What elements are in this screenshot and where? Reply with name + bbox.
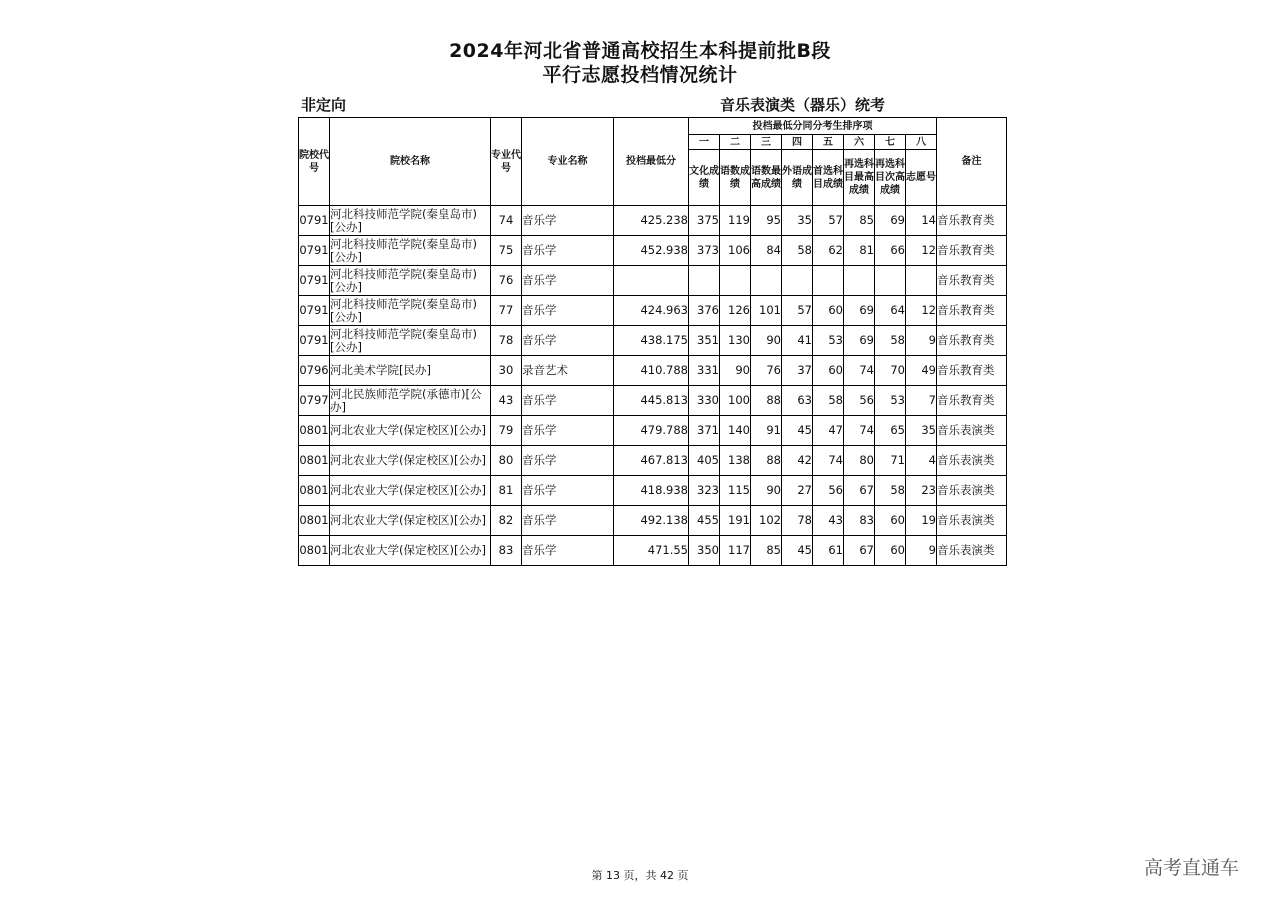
cell-rank-1: 455 [689,506,720,536]
cell-min-score: 425.238 [614,206,689,236]
cell-rank-5: 60 [813,356,844,386]
header-rank-numeral: 七 [875,135,906,150]
watermark: 高考直通车 [1144,857,1240,879]
cell-major-name: 音乐学 [522,206,614,236]
cell-rank-7: 71 [875,446,906,476]
cell-min-score: 452.938 [614,236,689,266]
cell-major-name: 音乐学 [522,386,614,416]
table-row [299,266,1007,296]
cell-major-name: 音乐学 [522,236,614,266]
cell-rank-4: 78 [782,506,813,536]
cell-remark: 音乐教育类 [937,236,1007,266]
table-row [299,476,1007,506]
cell-remark: 音乐表演类 [937,476,1007,506]
cell-remark: 音乐表演类 [937,416,1007,446]
cell-rank-3: 90 [751,326,782,356]
table-row [299,326,1007,356]
cell-school-name: 河北科技师范学院(秦皇岛市)[公办] [330,236,491,266]
cell-major-code: 77 [491,296,522,326]
header-rank-item: 外语成绩 [782,150,813,206]
cell-major-name: 音乐学 [522,506,614,536]
cell-rank-8: 12 [906,296,937,326]
cell-rank-8: 23 [906,476,937,506]
cell-rank-4: 35 [782,206,813,236]
cell-major-name: 音乐学 [522,296,614,326]
cell-school-code: 0797 [299,386,330,416]
cell-remark: 音乐教育类 [937,386,1007,416]
cell-min-score: 479.788 [614,416,689,446]
cell-rank-2: 191 [720,506,751,536]
cell-rank-6: 69 [844,296,875,326]
document-title: 2024年河北省普通高校招生本科提前批B段 [449,40,831,62]
cell-min-score: 492.138 [614,506,689,536]
cell-school-code: 0791 [299,326,330,356]
cell-min-score: 424.963 [614,296,689,326]
cell-rank-5: 60 [813,296,844,326]
cell-school-name: 河北民族师范学院(承德市)[公办] [330,386,491,416]
cell-school-code: 0801 [299,536,330,566]
cell-remark: 音乐教育类 [937,326,1007,356]
table-row [299,536,1007,566]
cell-major-code: 30 [491,356,522,386]
cell-rank-2: 119 [720,206,751,236]
category-label: 非定向 [301,96,347,114]
cell-school-name: 河北农业大学(保定校区)[公办] [330,506,491,536]
cell-rank-6: 67 [844,476,875,506]
cell-rank-8: 14 [906,206,937,236]
cell-rank-6: 56 [844,386,875,416]
cell-rank-6: 80 [844,446,875,476]
cell-rank-6: 74 [844,416,875,446]
table-row [299,206,1007,236]
cell-major-code: 80 [491,446,522,476]
table-row [299,356,1007,386]
cell-rank-5: 57 [813,206,844,236]
cell-rank-1: 373 [689,236,720,266]
cell-rank-6 [844,266,875,296]
cell-rank-5: 47 [813,416,844,446]
cell-rank-2: 138 [720,446,751,476]
header-major-code: 专业代号 [491,118,522,206]
cell-rank-5: 43 [813,506,844,536]
cell-rank-4: 27 [782,476,813,506]
cell-rank-1: 371 [689,416,720,446]
cell-rank-4: 63 [782,386,813,416]
cell-remark: 音乐教育类 [937,206,1007,236]
cell-remark: 音乐教育类 [937,266,1007,296]
header-rank-item: 再选科目最高成绩 [844,150,875,206]
table-row [299,506,1007,536]
cell-rank-4: 37 [782,356,813,386]
cell-rank-5 [813,266,844,296]
cell-rank-3: 85 [751,536,782,566]
cell-rank-3 [751,266,782,296]
cell-remark: 音乐教育类 [937,296,1007,326]
cell-rank-3: 91 [751,416,782,446]
cell-min-score: 438.175 [614,326,689,356]
table-row [299,296,1007,326]
cell-rank-7: 65 [875,416,906,446]
cell-rank-3: 76 [751,356,782,386]
cell-min-score [614,266,689,296]
table-row [299,236,1007,266]
cell-rank-2: 90 [720,356,751,386]
cell-rank-6: 67 [844,536,875,566]
cell-rank-1 [689,266,720,296]
header-rank-numeral: 六 [844,135,875,150]
document-subtitle: 平行志愿投档情况统计 [542,64,738,86]
cell-rank-2: 117 [720,536,751,566]
admission-table [298,117,1007,566]
header-min-score: 投档最低分 [614,118,689,206]
cell-rank-5: 58 [813,386,844,416]
cell-rank-8 [906,266,937,296]
cell-min-score: 445.813 [614,386,689,416]
cell-major-code: 75 [491,236,522,266]
major-type-label: 音乐表演类（器乐）统考 [720,96,886,114]
cell-rank-2: 115 [720,476,751,506]
cell-school-code: 0801 [299,506,330,536]
cell-major-code: 43 [491,386,522,416]
header-rank-group: 投档最低分同分考生排序项 [689,118,937,135]
cell-major-name: 音乐学 [522,326,614,356]
table-row [299,446,1007,476]
header-rank-numeral: 八 [906,135,937,150]
cell-rank-1: 323 [689,476,720,506]
table-row [299,386,1007,416]
cell-rank-3: 101 [751,296,782,326]
cell-major-code: 83 [491,536,522,566]
cell-school-name: 河北农业大学(保定校区)[公办] [330,536,491,566]
header-school-name: 院校名称 [330,118,491,206]
header-rank-item: 语数最高成绩 [751,150,782,206]
header-rank-item: 再选科目次高成绩 [875,150,906,206]
cell-major-code: 78 [491,326,522,356]
cell-major-code: 82 [491,506,522,536]
header-rank-numeral: 三 [751,135,782,150]
cell-school-name: 河北农业大学(保定校区)[公办] [330,446,491,476]
cell-rank-2: 100 [720,386,751,416]
cell-rank-3: 102 [751,506,782,536]
cell-rank-6: 69 [844,326,875,356]
cell-major-name: 录音艺术 [522,356,614,386]
cell-rank-7: 70 [875,356,906,386]
cell-rank-2: 106 [720,236,751,266]
cell-major-code: 79 [491,416,522,446]
cell-rank-1: 350 [689,536,720,566]
header-rank-item: 语数成绩 [720,150,751,206]
cell-rank-6: 83 [844,506,875,536]
cell-major-name: 音乐学 [522,416,614,446]
cell-school-name: 河北科技师范学院(秦皇岛市)[公办] [330,296,491,326]
cell-major-code: 76 [491,266,522,296]
cell-rank-5: 74 [813,446,844,476]
cell-rank-4: 42 [782,446,813,476]
cell-remark: 音乐表演类 [937,536,1007,566]
cell-remark: 音乐教育类 [937,356,1007,386]
cell-school-code: 0791 [299,266,330,296]
cell-rank-5: 62 [813,236,844,266]
cell-rank-2: 130 [720,326,751,356]
cell-major-name: 音乐学 [522,476,614,506]
cell-rank-4: 58 [782,236,813,266]
cell-rank-8: 7 [906,386,937,416]
cell-school-code: 0791 [299,296,330,326]
cell-school-name: 河北农业大学(保定校区)[公办] [330,416,491,446]
header-rank-numeral: 二 [720,135,751,150]
cell-rank-3: 88 [751,386,782,416]
cell-school-code: 0801 [299,446,330,476]
header-remark: 备注 [937,118,1007,206]
header-rank-numeral: 四 [782,135,813,150]
cell-rank-7: 53 [875,386,906,416]
cell-rank-4 [782,266,813,296]
cell-rank-1: 330 [689,386,720,416]
cell-rank-3: 95 [751,206,782,236]
cell-rank-4: 57 [782,296,813,326]
cell-rank-8: 9 [906,536,937,566]
cell-rank-7: 60 [875,506,906,536]
cell-rank-6: 85 [844,206,875,236]
cell-rank-6: 74 [844,356,875,386]
cell-school-name: 河北美术学院[民办] [330,356,491,386]
page-footer: 第 13 页，共 42 页 [591,869,689,882]
cell-rank-5: 56 [813,476,844,506]
cell-rank-1: 331 [689,356,720,386]
cell-school-code: 0791 [299,206,330,236]
header-major-name: 专业名称 [522,118,614,206]
cell-rank-8: 19 [906,506,937,536]
cell-rank-5: 61 [813,536,844,566]
cell-rank-7 [875,266,906,296]
table-row [299,416,1007,446]
cell-major-code: 74 [491,206,522,236]
cell-rank-7: 66 [875,236,906,266]
cell-rank-7: 69 [875,206,906,236]
cell-rank-8: 12 [906,236,937,266]
cell-rank-4: 45 [782,416,813,446]
cell-rank-1: 405 [689,446,720,476]
cell-school-code: 0801 [299,476,330,506]
cell-rank-8: 9 [906,326,937,356]
cell-school-code: 0796 [299,356,330,386]
cell-rank-1: 375 [689,206,720,236]
cell-rank-8: 4 [906,446,937,476]
cell-rank-3: 90 [751,476,782,506]
cell-school-code: 0791 [299,236,330,266]
cell-rank-8: 49 [906,356,937,386]
cell-school-name: 河北农业大学(保定校区)[公办] [330,476,491,506]
cell-rank-3: 88 [751,446,782,476]
cell-remark: 音乐表演类 [937,446,1007,476]
cell-rank-3: 84 [751,236,782,266]
cell-min-score: 467.813 [614,446,689,476]
header-school-code: 院校代号 [299,118,330,206]
cell-rank-7: 60 [875,536,906,566]
cell-major-code: 81 [491,476,522,506]
header-rank-item: 志愿号 [906,150,937,206]
cell-school-code: 0801 [299,416,330,446]
cell-rank-5: 53 [813,326,844,356]
cell-min-score: 471.55 [614,536,689,566]
cell-school-name: 河北科技师范学院(秦皇岛市)[公办] [330,326,491,356]
cell-rank-2 [720,266,751,296]
cell-school-name: 河北科技师范学院(秦皇岛市)[公办] [330,206,491,236]
cell-min-score: 410.788 [614,356,689,386]
cell-major-name: 音乐学 [522,446,614,476]
cell-rank-7: 58 [875,326,906,356]
cell-school-name: 河北科技师范学院(秦皇岛市)[公办] [330,266,491,296]
cell-rank-4: 45 [782,536,813,566]
cell-remark: 音乐表演类 [937,506,1007,536]
cell-rank-8: 35 [906,416,937,446]
cell-rank-6: 81 [844,236,875,266]
cell-min-score: 418.938 [614,476,689,506]
cell-rank-1: 376 [689,296,720,326]
cell-major-name: 音乐学 [522,266,614,296]
cell-major-name: 音乐学 [522,536,614,566]
header-rank-numeral: 一 [689,135,720,150]
header-rank-numeral: 五 [813,135,844,150]
cell-rank-7: 58 [875,476,906,506]
header-rank-item: 首选科目成绩 [813,150,844,206]
cell-rank-4: 41 [782,326,813,356]
header-rank-item: 文化成绩 [689,150,720,206]
cell-rank-1: 351 [689,326,720,356]
cell-rank-7: 64 [875,296,906,326]
cell-rank-2: 140 [720,416,751,446]
cell-rank-2: 126 [720,296,751,326]
